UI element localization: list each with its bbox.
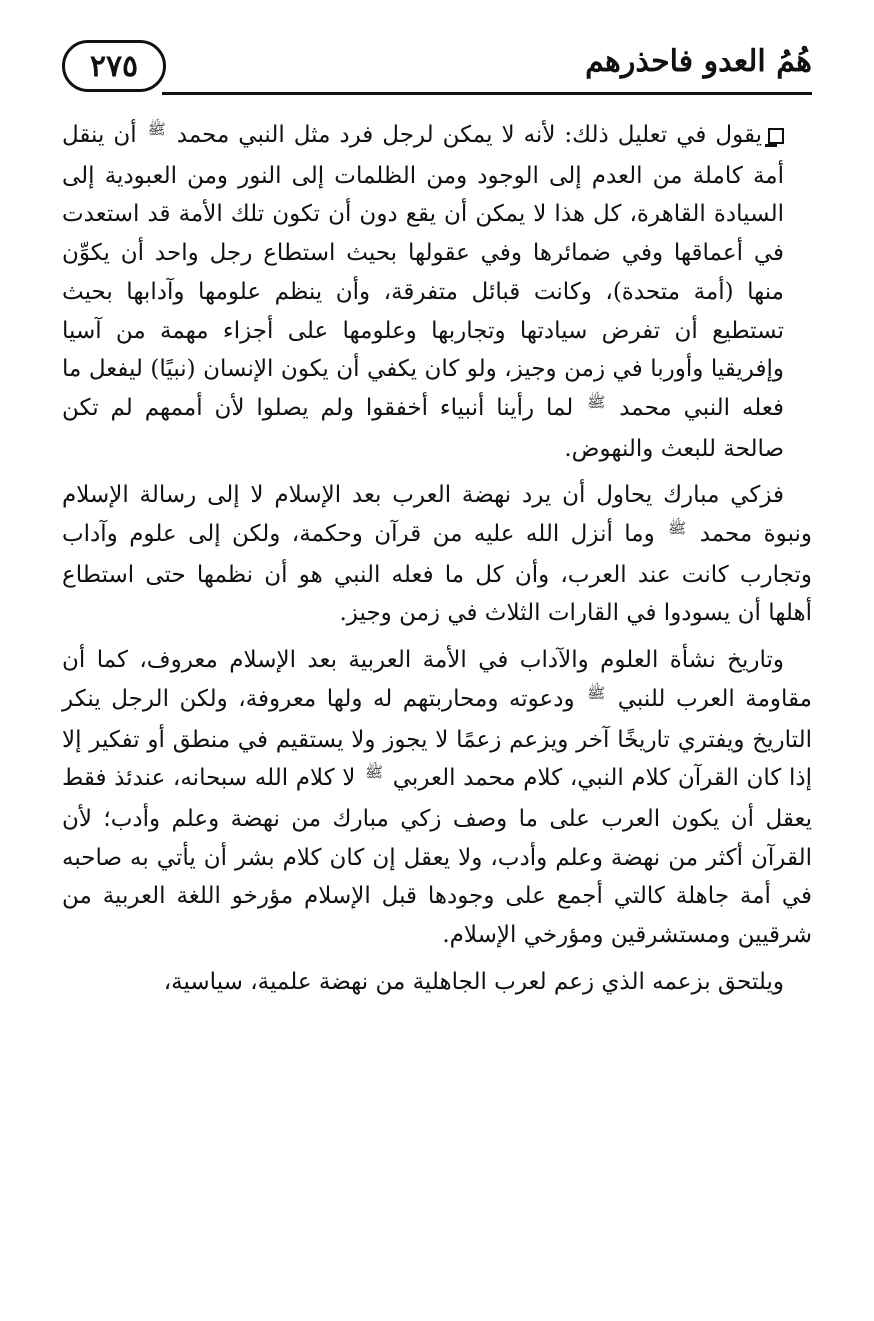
honorific-mark: ﷺ [668, 519, 687, 538]
honorific-mark: ﷺ [365, 763, 384, 782]
paragraph-3-text-a: وتاريخ نشأة العلوم والآداب في الأمة العربية بعد الإسلام معروف، كما أن مقاومة العرب للنبي [62, 647, 812, 712]
paragraph-4-text-a: ويلتحق بزعمه الذي زعم لعرب الجاهلية من نهضة علمية، سياسية، [163, 968, 784, 995]
paragraph-1 [62, 116, 812, 468]
paragraph-1-text-b: أن ينقل أمة كاملة من العدم إلى الوجود ومن الظلمات إلى النور ومن العبودية إلى السيادة القاهرة، كل هذا لا يمكن أن يقع دون أن تكون تلك الأمة قد استعدت في أعماقها وفي ضمائرها وفي عقولها بحيث استطاع رجل واحد أن يكوِّن منها (أمة متحدة)، وكانت قبائل متفرقة، وأن ينظم علومها وآدابها بحيث تستطيع أن تفرض سيادتها وتجاربها وعلومها على أجزاء مهمة من آسيا وإفريقيا وأوربا في زمن وجيز، ولو كان يكفي أن يكون الإنسان (نبيًا) ليفعل ما فعله النبي محمد [62, 122, 784, 421]
paragraph-2 [62, 476, 812, 633]
paragraph-3 [62, 641, 812, 955]
header-rule [162, 92, 812, 95]
body-text [62, 116, 812, 1009]
square-bullet-icon [768, 128, 784, 144]
paragraph-4 [62, 963, 812, 1002]
honorific-mark: ﷺ [147, 120, 166, 138]
paragraph-3-text-c: لا كلام الله سبحانه، عندئذ فقط يعقل أن يكون العرب على ما وصف زكي مبارك من نهضة وعلم وأدب؛ لأن القرآن أكثر من نهضة وعلم وأدب، ولا يعقل إن كان كلام بشر أن يأتي به صاحبه في أمة جاهلة كالتي أجمع على وجودها قبل الإسلام مؤرخو اللغة العربية من شرقيين ومستشرقين ومؤرخي الإسلام. [62, 765, 812, 949]
paragraph-2-text-a: فزكي مبارك يحاول أن يرد نهضة العرب بعد الإسلام لا إلى رسالة الإسلام ونبوة محمد [62, 482, 813, 548]
page-header [62, 38, 812, 100]
paragraph-3-text-b: ودعوته ومحاربتهم له ولها معروفة، ولكن الرجل ينكر التاريخ ويفتري تاريخًا آخر ويزعم زعمًا لا يجوز ولا يستقيم في منطق أو تفكير إلا إذا كان القرآن كلام النبي، كلام محمد العربي [62, 685, 812, 792]
running-title: هُمُ العدو فاحذرهم [585, 44, 812, 79]
honorific-mark: ﷺ [587, 683, 606, 702]
paragraph-2-text-b: وما أنزل الله عليه من قرآن وحكمة، ولكن إلى علوم وآداب وتجارب كانت عند العرب، وأن كل ما فعله النبي هو أن نظمها حتى استطاع أهلها أن يسودوا في القارات الثلاث في زمن وجيز. [62, 521, 812, 627]
paragraph-1-text-c: لما رأينا أنبياء أخفقوا ولم يصلوا لأن أممهم لم تكن صالحة للبعث والنهوض. [62, 394, 784, 462]
honorific-mark: ﷺ [587, 392, 606, 411]
page-number: ٢٧٥ [62, 40, 166, 92]
paragraph-1-text-a: يقول في تعليل ذلك: لأنه لا يمكن لرجل فرد مثل النبي محمد [176, 122, 763, 148]
